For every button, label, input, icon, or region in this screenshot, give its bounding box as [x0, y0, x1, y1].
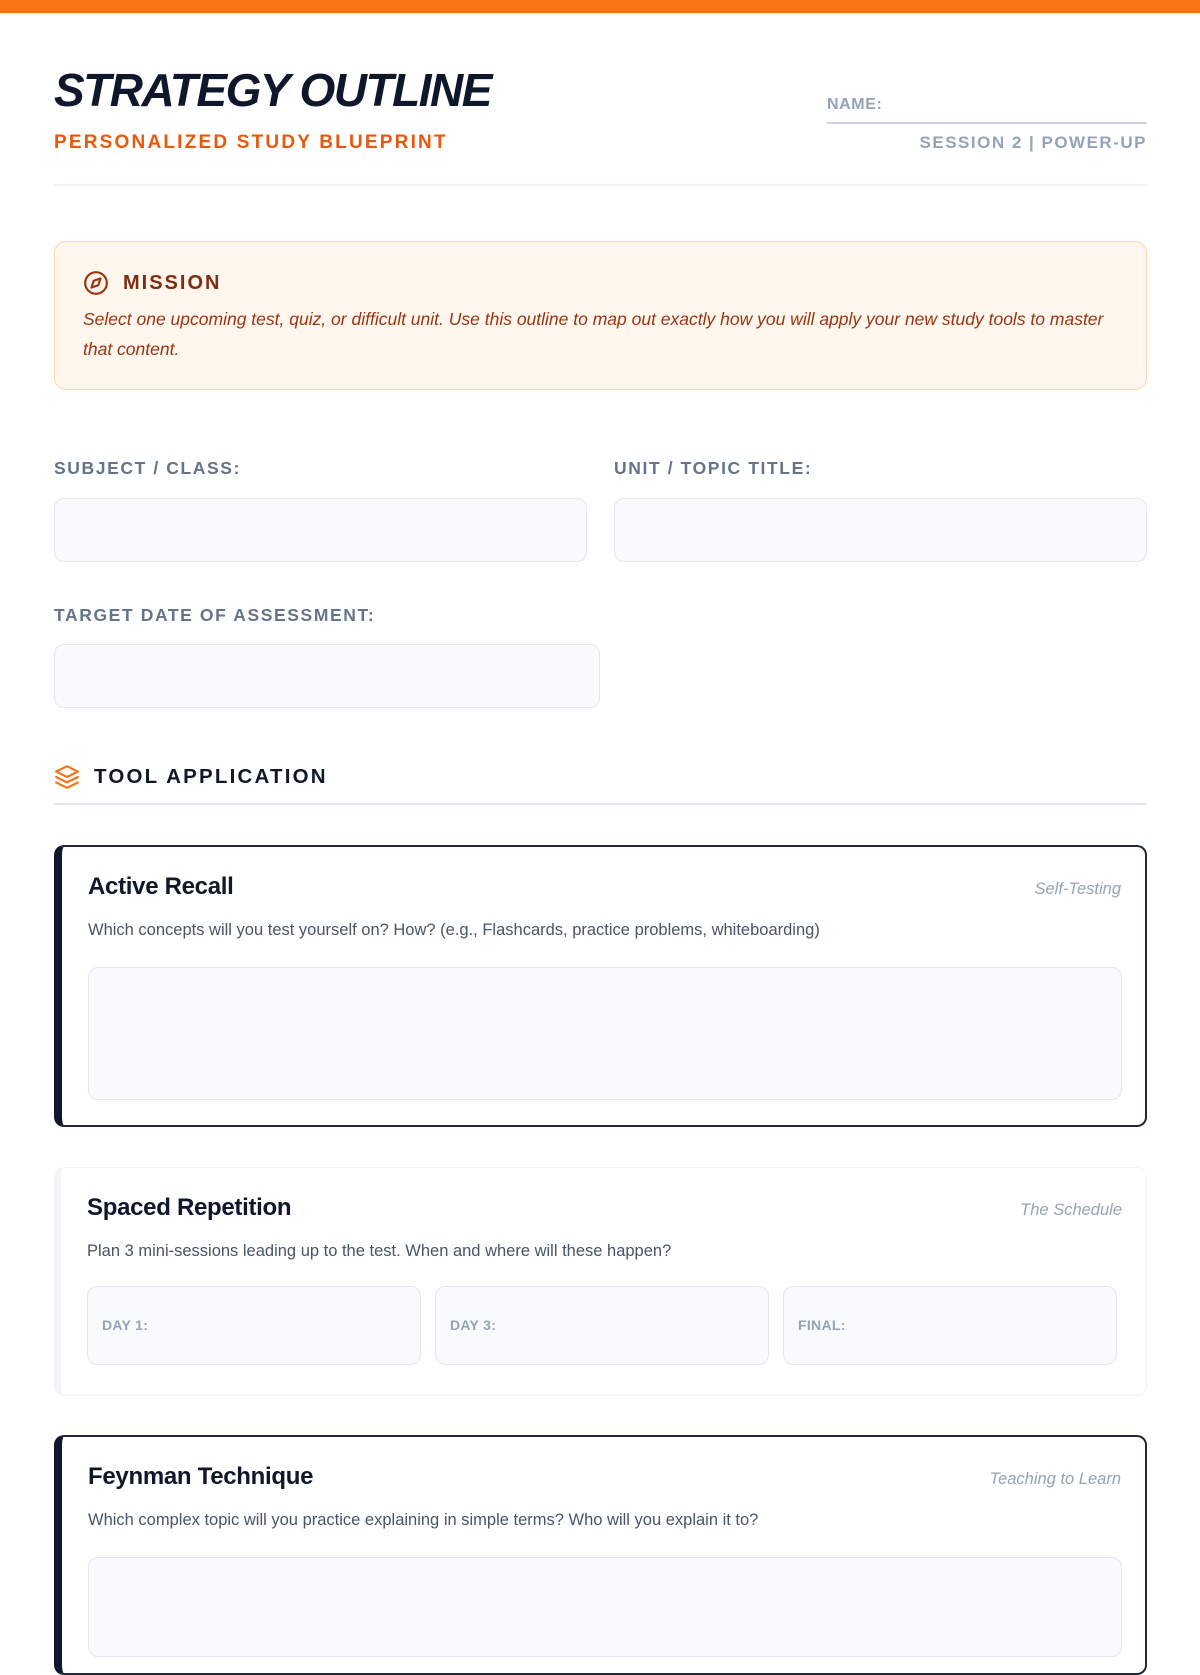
card-title: Feynman Technique: [88, 1463, 314, 1490]
final-day-field[interactable]: [783, 1286, 1117, 1365]
day-3-label: DAY 3:: [450, 1317, 497, 1333]
day-1-field[interactable]: [87, 1286, 421, 1365]
card-tag: Self-Testing: [1034, 880, 1121, 898]
feynman-answer-area[interactable]: [88, 1557, 1122, 1657]
final-day-label: FINAL:: [798, 1317, 846, 1333]
mission-text: Select one upcoming test, quiz, or difficult unit. Use this outline to map out exactly how you will apply your new study tools to master that content.: [83, 309, 1104, 359]
spaced-repetition-card: [54, 1167, 1147, 1396]
subject-label: SUBJECT / CLASS:: [54, 458, 242, 478]
day-3-field[interactable]: [435, 1286, 769, 1365]
target-date-input[interactable]: [54, 644, 600, 708]
card-title: Spaced Repetition: [87, 1194, 292, 1221]
mission-callout: [54, 241, 1147, 390]
mission-title: MISSION: [123, 271, 222, 294]
tool-application-heading: [54, 763, 1147, 805]
card-prompt: Plan 3 mini-sessions leading up to the test. When and where will these happen?: [87, 1242, 672, 1260]
tool-application-title: TOOL APPLICATION: [94, 765, 328, 788]
topic-input[interactable]: [614, 498, 1147, 562]
worksheet-page: [54, 0, 1147, 1529]
card-tag: The Schedule: [1020, 1201, 1122, 1219]
active-recall-card: [54, 845, 1147, 1127]
subject-input[interactable]: [54, 498, 587, 562]
page-subtitle: PERSONALIZED STUDY BLUEPRINT: [54, 132, 448, 153]
mission-heading: [83, 270, 221, 296]
target-date-label: TARGET DATE OF ASSESSMENT:: [54, 605, 376, 625]
card-prompt: Which complex topic will you practice explaining in simple terms? Who will you explain it to?: [88, 1511, 759, 1529]
card-tag: Teaching to Learn: [989, 1470, 1121, 1488]
active-recall-answer-area[interactable]: [88, 967, 1122, 1100]
name-label: NAME:: [827, 96, 883, 113]
session-label: SESSION 2 | POWER-UP: [919, 133, 1147, 152]
worksheet-header: [54, 0, 1147, 186]
name-field[interactable]: [827, 92, 1147, 124]
card-prompt: Which concepts will you test yourself on? How? (e.g., Flashcards, practice problems, whiteboarding): [88, 921, 820, 939]
page-title: STRATEGY OUTLINE: [54, 64, 491, 116]
feynman-technique-card: [54, 1435, 1147, 1675]
card-title: Active Recall: [88, 873, 234, 900]
topic-label: UNIT / TOPIC TITLE:: [614, 458, 813, 478]
layers-icon: [54, 764, 80, 790]
compass-icon: [83, 270, 109, 296]
day-1-label: DAY 1:: [102, 1317, 149, 1333]
